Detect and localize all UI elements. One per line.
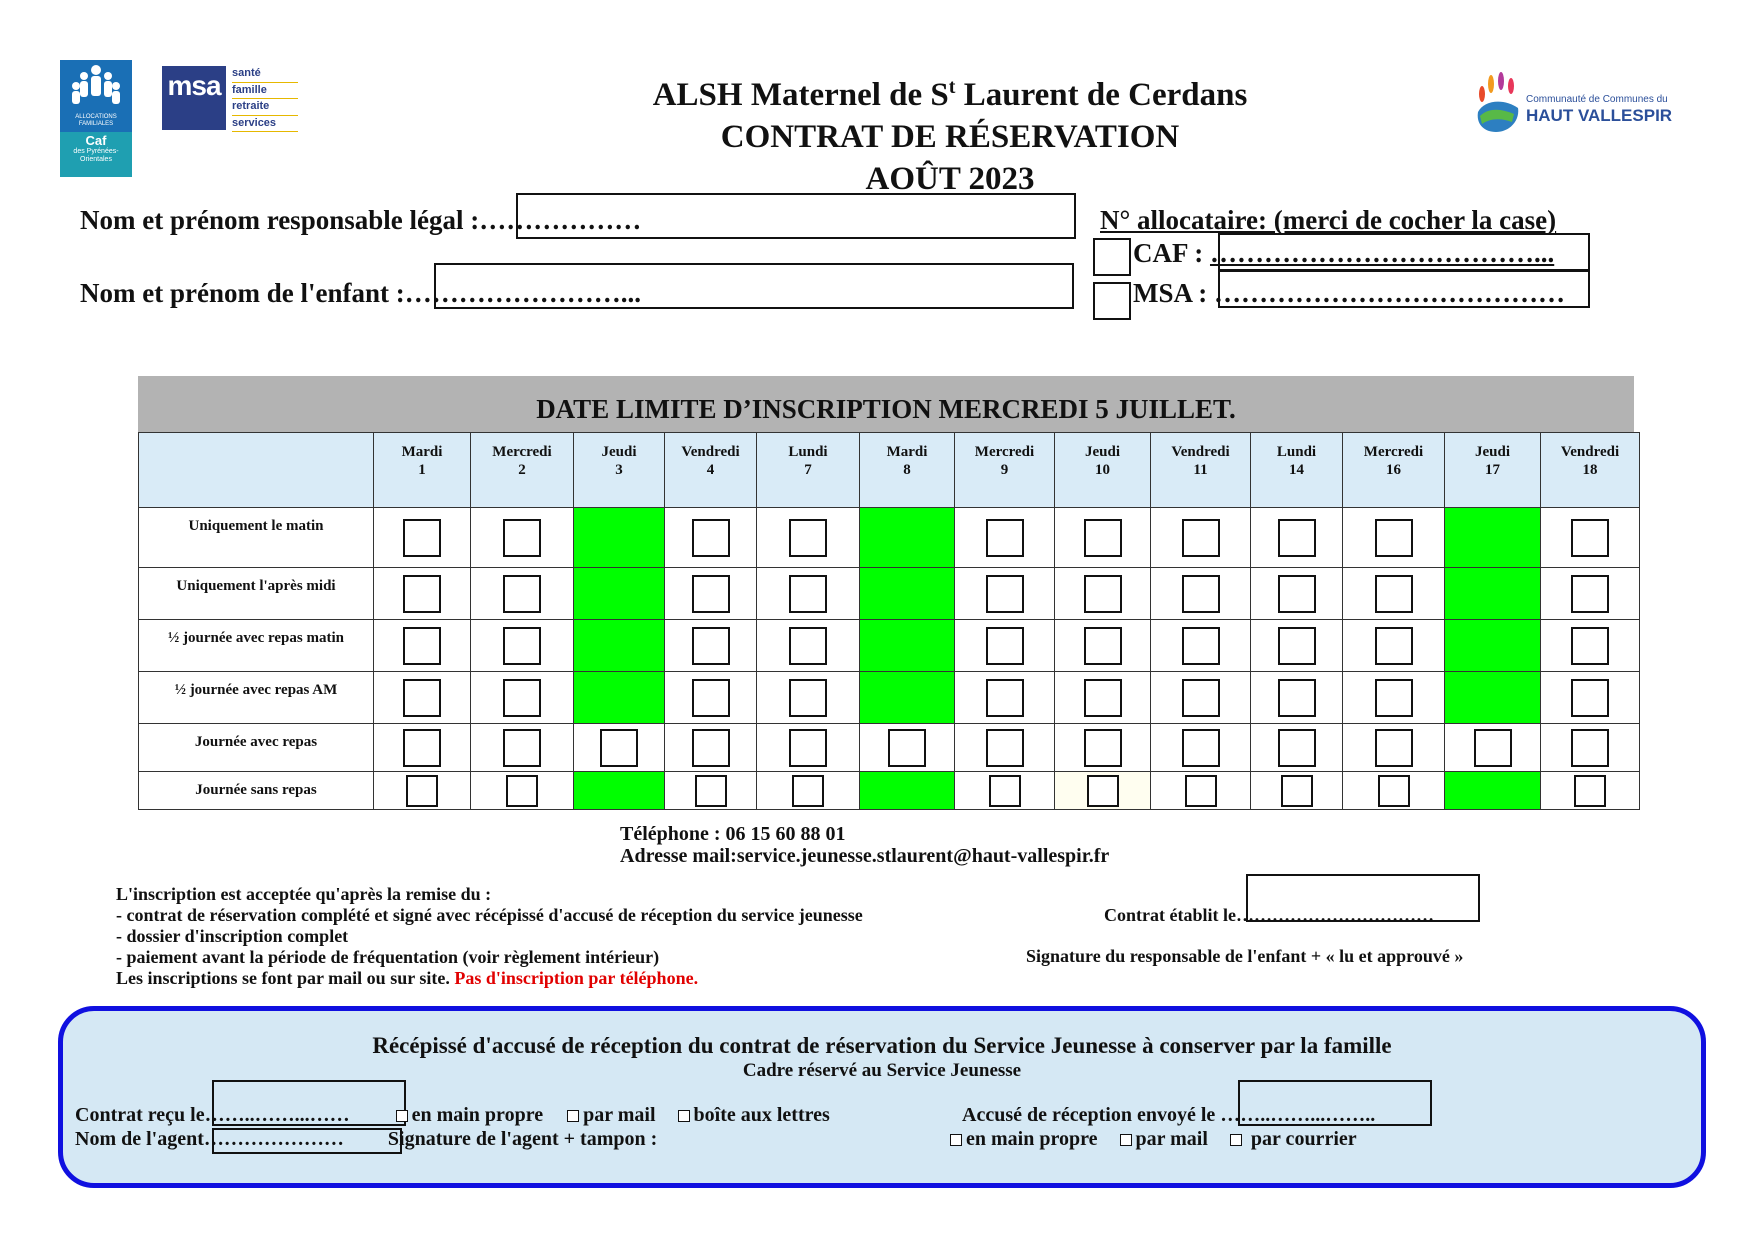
closed-day-cell: [860, 568, 955, 620]
booking-checkbox[interactable]: [506, 775, 538, 807]
booking-checkbox[interactable]: [403, 575, 441, 613]
booking-checkbox[interactable]: [888, 729, 926, 767]
booking-checkbox[interactable]: [789, 519, 827, 557]
day-number: 3: [615, 462, 623, 478]
accuse-options-row: [950, 1128, 1357, 1151]
parent-name-label: Nom et prénom responsable légal :: [80, 205, 480, 235]
booking-cell: [574, 724, 665, 772]
day-header: [471, 433, 574, 508]
day-number: 7: [804, 462, 812, 478]
main-propre-checkbox-2[interactable]: [950, 1134, 962, 1146]
agent-row: [75, 1128, 657, 1151]
conditions-block: [116, 884, 863, 989]
booking-cell: [955, 568, 1055, 620]
booking-cell: [1251, 724, 1343, 772]
day-number: 2: [518, 462, 526, 478]
booking-checkbox[interactable]: [1574, 775, 1606, 807]
msa-dots: …………………………………: [1214, 278, 1565, 308]
par-mail-label-2: par mail: [1135, 1128, 1208, 1150]
booking-cell: [1541, 772, 1640, 810]
caf-family-icon: [60, 60, 132, 132]
booking-checkbox[interactable]: [1084, 679, 1122, 717]
day-name: Lundi: [788, 444, 828, 460]
day-header: [374, 433, 471, 508]
booking-checkbox[interactable]: [1182, 679, 1220, 717]
day-number: 14: [1289, 462, 1304, 478]
booking-cell: [1343, 672, 1445, 724]
caf-logo: [60, 60, 132, 177]
caf-label: CAF :: [1133, 238, 1210, 268]
booking-checkbox[interactable]: [1375, 575, 1413, 613]
booking-cell: [1055, 672, 1151, 724]
accuse-label: Accusé de réception envoyé le: [962, 1104, 1221, 1126]
booking-cell: [471, 568, 574, 620]
msa-number-field[interactable]: [1218, 270, 1590, 308]
closed-day-cell: [860, 620, 955, 672]
day-name: Mercredi: [492, 444, 552, 460]
booking-cell: [955, 672, 1055, 724]
booking-cell: [374, 772, 471, 810]
booking-checkbox[interactable]: [1278, 627, 1316, 665]
conditions-item: - contrat de réservation complété et signé avec récépissé d'accusé de réception du service jeunesse: [116, 905, 863, 925]
booking-cell: [471, 672, 574, 724]
booking-cell: [471, 508, 574, 568]
booking-cell: [1151, 568, 1251, 620]
booking-checkbox[interactable]: [789, 575, 827, 613]
page-title: [540, 66, 1360, 200]
day-header: [955, 433, 1055, 508]
booking-cell: [1541, 724, 1640, 772]
booking-checkbox[interactable]: [1084, 575, 1122, 613]
child-name-label: Nom et prénom de l'enfant :: [80, 278, 405, 308]
caf-number-field[interactable]: [1218, 233, 1590, 271]
day-name: Mardi: [401, 444, 443, 460]
row-label: Uniquement l'après midi: [139, 568, 374, 620]
closed-day-cell: [574, 672, 665, 724]
booking-checkbox[interactable]: [1571, 627, 1609, 665]
booking-checkbox[interactable]: [406, 775, 438, 807]
received-dots: ……..……...……: [204, 1104, 350, 1126]
booking-cell: [374, 724, 471, 772]
hv-line2: HAUT VALLESPIR: [1526, 106, 1673, 125]
deadline-text: DATE LIMITE D’INSCRIPTION MERCREDI 5 JUILLET.: [536, 394, 1236, 424]
msa-logo: [162, 66, 226, 130]
msa-tagline: services: [232, 116, 298, 133]
booking-checkbox[interactable]: [1281, 775, 1313, 807]
booking-checkbox[interactable]: [1474, 729, 1512, 767]
main-propre-checkbox[interactable]: [396, 1110, 408, 1122]
boite-lettres-label: boîte aux lettres: [693, 1104, 830, 1126]
closed-day-cell: [1445, 508, 1541, 568]
title-line2: CONTRAT DE RÉSERVATION: [720, 119, 1180, 155]
booking-cell: [955, 772, 1055, 810]
booking-checkbox[interactable]: [692, 679, 730, 717]
day-number: 17: [1485, 462, 1500, 478]
msa-checkbox[interactable]: [1093, 282, 1131, 320]
day-name: Jeudi: [601, 444, 637, 460]
booking-cell: [1445, 724, 1541, 772]
booking-cell: [1541, 568, 1640, 620]
caf-name: Caf: [85, 133, 107, 148]
booking-cell: [665, 672, 757, 724]
booking-cell: [1055, 620, 1151, 672]
row-label: Uniquement le matin: [139, 508, 374, 568]
haut-vallespir-logo: [1474, 72, 1689, 136]
booking-cell: [1055, 568, 1151, 620]
closed-day-cell: [1445, 568, 1541, 620]
day-name: Mercredi: [974, 444, 1035, 460]
closed-day-cell: [1445, 620, 1541, 672]
day-number: 9: [1000, 462, 1009, 478]
title-line3: AOÛT 2023: [865, 161, 1035, 197]
contact-block: [620, 823, 1109, 867]
booking-cell: [1151, 724, 1251, 772]
booking-checkbox[interactable]: [1182, 729, 1220, 767]
day-number: 4: [706, 462, 715, 478]
booking-cell: [374, 672, 471, 724]
closed-day-cell: [860, 772, 955, 810]
table-row: [139, 772, 1640, 810]
day-header: [860, 433, 955, 508]
corner-cell: [139, 433, 374, 508]
booking-checkbox[interactable]: [403, 679, 441, 717]
received-label: Contrat reçu le: [75, 1104, 205, 1126]
caf-label: ALLOCATIONS FAMILIALES: [75, 114, 117, 127]
booking-cell: [1055, 508, 1151, 568]
booking-checkbox[interactable]: [986, 679, 1024, 717]
day-number: 16: [1386, 462, 1401, 478]
agent-dots: …………………: [203, 1128, 344, 1150]
title-line1: ALSH Maternel de $S^t$ Laurent de Cerdans: [652, 76, 1248, 113]
table-row: [139, 672, 1640, 724]
booking-cell: [471, 724, 574, 772]
booking-cell: [955, 724, 1055, 772]
par-mail-checkbox[interactable]: [567, 1110, 579, 1122]
day-number: 1: [418, 462, 426, 478]
day-header: [665, 433, 757, 508]
booking-cell: [665, 772, 757, 810]
day-number: 10: [1095, 462, 1110, 478]
booking-checkbox[interactable]: [789, 679, 827, 717]
main-propre-label-2: en main propre: [966, 1128, 1098, 1150]
day-number: 8: [903, 462, 911, 478]
caf-checkbox[interactable]: [1093, 238, 1131, 276]
booking-cell: [757, 568, 860, 620]
booking-checkbox[interactable]: [1375, 729, 1413, 767]
day-header: [1055, 433, 1151, 508]
day-header: [1251, 433, 1343, 508]
par-mail-label: par mail: [583, 1104, 656, 1126]
conditions-note: Les inscriptions se font par mail ou sur site. Pas d'inscription par téléphone.: [116, 968, 699, 988]
accuse-row: [962, 1104, 1375, 1127]
booking-cell: [471, 620, 574, 672]
booking-checkbox[interactable]: [403, 627, 441, 665]
day-name: Vendredi: [1560, 444, 1620, 460]
msa-tagline: famille: [232, 83, 298, 100]
booking-checkbox[interactable]: [403, 729, 441, 767]
day-header-row: [139, 433, 1640, 508]
booking-checkbox[interactable]: [1378, 775, 1410, 807]
booking-cell: [1151, 672, 1251, 724]
booking-checkbox[interactable]: [1182, 519, 1220, 557]
booking-checkbox[interactable]: [1185, 775, 1217, 807]
reservation-table: [138, 432, 1640, 810]
booking-cell: [1541, 620, 1640, 672]
booking-checkbox[interactable]: [503, 575, 541, 613]
email-text: Adresse mail:service.jeunesse.stlaurent@haut-vallespir.fr: [620, 845, 1110, 867]
booking-checkbox[interactable]: [986, 627, 1024, 665]
booking-checkbox[interactable]: [1571, 575, 1609, 613]
booking-checkbox[interactable]: [986, 519, 1024, 557]
booking-cell: [374, 508, 471, 568]
table-row: [139, 724, 1640, 772]
row-label: Journée avec repas: [139, 724, 374, 772]
parent-name-field[interactable]: [516, 193, 1076, 239]
booking-checkbox[interactable]: [403, 519, 441, 557]
booking-checkbox[interactable]: [1571, 729, 1609, 767]
booking-cell: [665, 620, 757, 672]
booking-checkbox[interactable]: [692, 575, 730, 613]
closed-day-cell: [574, 568, 665, 620]
booking-checkbox[interactable]: [1084, 519, 1122, 557]
booking-cell: [757, 508, 860, 568]
boite-lettres-checkbox[interactable]: [678, 1110, 690, 1122]
booking-cell: [1251, 772, 1343, 810]
day-name: Mercredi: [1363, 444, 1424, 460]
booking-cell: [1343, 568, 1445, 620]
booking-checkbox[interactable]: [1182, 575, 1220, 613]
booking-cell: [665, 568, 757, 620]
booking-checkbox[interactable]: [1084, 729, 1122, 767]
day-name: Mardi: [886, 444, 928, 460]
day-name: Vendredi: [681, 444, 740, 460]
agent-label: Nom de l'agent: [75, 1128, 204, 1150]
booking-checkbox[interactable]: [1375, 519, 1413, 557]
day-header: [1151, 433, 1251, 508]
booking-cell: [1055, 772, 1151, 810]
day-header: [574, 433, 665, 508]
day-number: 18: [1582, 462, 1598, 478]
booking-checkbox[interactable]: [1375, 679, 1413, 717]
msa-name: msa: [167, 70, 221, 101]
day-name: Jeudi: [1084, 444, 1120, 460]
booking-checkbox[interactable]: [695, 775, 727, 807]
day-header: [1343, 433, 1445, 508]
day-header: [757, 433, 860, 508]
booking-cell: [374, 620, 471, 672]
closed-day-cell: [574, 772, 665, 810]
row-label: ½ journée avec repas AM: [139, 672, 374, 724]
receipt-subtitle: Cadre réservé au Service Jeunesse: [742, 1060, 1022, 1081]
booking-checkbox[interactable]: [692, 729, 730, 767]
booking-checkbox[interactable]: [692, 519, 730, 557]
booking-cell: [955, 620, 1055, 672]
phone-text: Téléphone : 06 15 60 88 01: [620, 823, 846, 845]
parent-signature-label: Signature du responsable de l'enfant + « lu et approuvé »: [1026, 946, 1464, 966]
table-row: [139, 508, 1640, 568]
table-row: [139, 620, 1640, 672]
hv-line1: Communauté de Communes du: [1526, 94, 1668, 105]
booking-cell: [757, 620, 860, 672]
msa-label: MSA :: [1133, 278, 1214, 308]
booking-checkbox[interactable]: [986, 729, 1024, 767]
booking-checkbox[interactable]: [1375, 627, 1413, 665]
conditions-item: - paiement avant la période de fréquentation (voir règlement intérieur): [116, 947, 660, 967]
booking-cell: [955, 508, 1055, 568]
parent-name-dots: ………………: [479, 205, 642, 235]
booking-checkbox[interactable]: [503, 679, 541, 717]
day-name: Jeudi: [1474, 444, 1510, 460]
child-name-dots: ……………………...: [404, 278, 641, 308]
msa-tagline: santé: [232, 66, 298, 83]
booking-checkbox[interactable]: [792, 775, 824, 807]
booking-cell: [1251, 568, 1343, 620]
day-name: Vendredi: [1171, 444, 1230, 460]
booking-cell: [1343, 772, 1445, 810]
conditions-item: - dossier d'inscription complet: [116, 926, 349, 946]
booking-checkbox[interactable]: [692, 627, 730, 665]
booking-cell: [757, 772, 860, 810]
booking-checkbox[interactable]: [789, 627, 827, 665]
par-courrier-label: par courrier: [1245, 1128, 1357, 1150]
table-row: [139, 568, 1640, 620]
booking-checkbox[interactable]: [1278, 729, 1316, 767]
booking-cell: [1151, 620, 1251, 672]
booking-cell: [1343, 620, 1445, 672]
closed-day-cell: [574, 508, 665, 568]
booking-cell: [1251, 508, 1343, 568]
caf-dots: ………………………………...: [1209, 238, 1555, 268]
par-courrier-checkbox[interactable]: [1230, 1134, 1242, 1146]
booking-cell: [665, 724, 757, 772]
booking-cell: [1541, 672, 1640, 724]
booking-cell: [757, 672, 860, 724]
booking-cell: [1251, 620, 1343, 672]
day-number: 11: [1193, 462, 1208, 478]
booking-cell: [1151, 772, 1251, 810]
booking-checkbox[interactable]: [1182, 627, 1220, 665]
booking-checkbox[interactable]: [1571, 679, 1609, 717]
row-label: ½ journée avec repas matin: [139, 620, 374, 672]
conditions-intro: L'inscription est acceptée qu'après la remise du :: [116, 884, 492, 904]
booking-checkbox[interactable]: [503, 627, 541, 665]
booking-cell: [1541, 508, 1640, 568]
booking-checkbox[interactable]: [789, 729, 827, 767]
paw-icon: [1474, 72, 1524, 136]
booking-cell: [757, 724, 860, 772]
booking-checkbox[interactable]: [600, 729, 638, 767]
booking-checkbox[interactable]: [1278, 575, 1316, 613]
par-mail-checkbox-2[interactable]: [1120, 1134, 1132, 1146]
child-name-field[interactable]: [434, 263, 1074, 309]
agent-signature-label: Signature de l'agent + tampon :: [387, 1128, 658, 1150]
closed-day-cell: [860, 508, 955, 568]
deadline-banner: [138, 376, 1634, 432]
booking-cell: [1251, 672, 1343, 724]
booking-cell: [471, 772, 574, 810]
day-name: Lundi: [1276, 444, 1317, 460]
contract-date-field[interactable]: [1246, 874, 1480, 922]
booking-checkbox[interactable]: [986, 575, 1024, 613]
booking-checkbox[interactable]: [1084, 627, 1122, 665]
row-label: Journée sans repas: [139, 772, 374, 810]
closed-day-cell: [574, 620, 665, 672]
booking-cell: [1343, 724, 1445, 772]
msa-tagline: retraite: [232, 99, 298, 116]
booking-cell: [665, 508, 757, 568]
receipt-title: Récépissé d'accusé de réception du contrat de réservation du Service Jeunesse à conserver par la famille: [372, 1033, 1392, 1058]
booking-checkbox[interactable]: [1278, 519, 1316, 557]
accuse-dots: ……..……...……..: [1220, 1104, 1376, 1126]
no-phone-warning: Pas d'inscription par téléphone.: [454, 968, 699, 988]
booking-cell: [1151, 508, 1251, 568]
received-row: [75, 1104, 830, 1127]
closed-day-cell: [1445, 672, 1541, 724]
booking-cell: [1343, 508, 1445, 568]
main-propre-label: en main propre: [411, 1104, 544, 1126]
booking-checkbox[interactable]: [503, 519, 541, 557]
booking-checkbox[interactable]: [989, 775, 1021, 807]
contract-date-dots: ……………………………: [1235, 905, 1434, 925]
booking-cell: [860, 724, 955, 772]
booking-checkbox[interactable]: [1571, 519, 1609, 557]
msa-taglines: [232, 66, 298, 132]
closed-day-cell: [860, 672, 955, 724]
booking-cell: [374, 568, 471, 620]
booking-checkbox[interactable]: [503, 729, 541, 767]
booking-checkbox[interactable]: [1087, 775, 1119, 807]
booking-cell: [1055, 724, 1151, 772]
closed-day-cell: [1445, 772, 1541, 810]
day-header: [1445, 433, 1541, 508]
booking-checkbox[interactable]: [1278, 679, 1316, 717]
day-header: [1541, 433, 1640, 508]
caf-region: des Pyrénées-Orientales: [73, 148, 119, 163]
allocataire-label: N° allocataire: (merci de cocher la case): [1100, 205, 1557, 235]
contract-date-label: Contrat établit le: [1104, 905, 1236, 925]
